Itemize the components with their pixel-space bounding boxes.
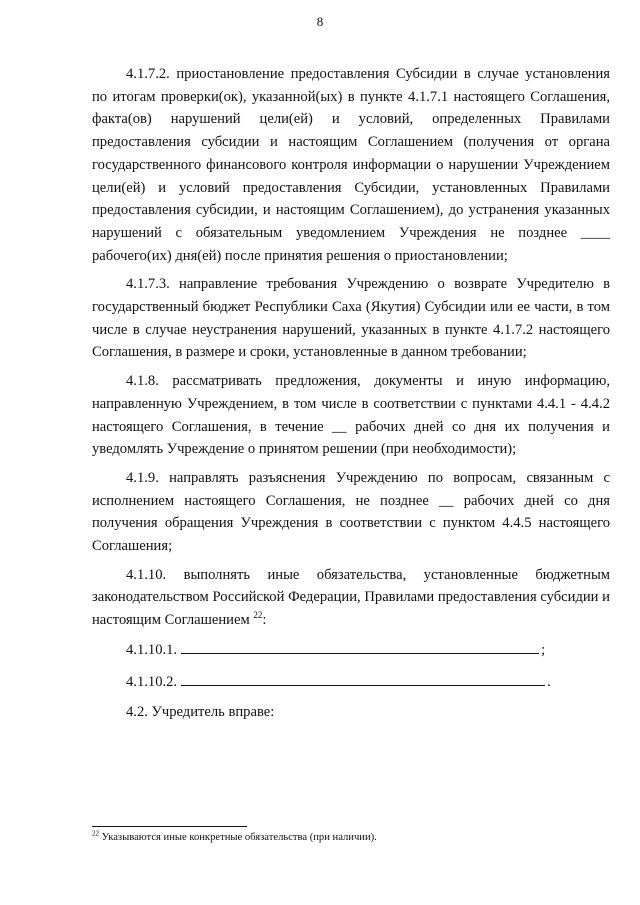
- fill-line-4-1-10-2: [92, 670, 610, 694]
- paragraph-4-1-7-3: 4.1.7.3. направление требования Учреждению о возврате Учредителю в государственный бюджет Республики Саха (Якутия) Субсидии или ее части, в том числе в случае неустранения нарушений, указанных в пункте 4.1.7.2 настоящего Соглашения, в размере и сроки, установленные в данном требовании;: [92, 276, 610, 361]
- paragraph-4-1-9: 4.1.9. направлять разъяснения Учреждению по вопросам, связанным с исполнением настоящего Соглашения, не позднее __ рабочих дней со дня получения обращения Учреждения в соответствии с пунктом 4.4.5 настоящего Соглашения;: [92, 469, 610, 555]
- paragraph-4-1-7-2: 4.1.7.2. приостановление предоставления Субсидии в случае установления по итогам проверки(ок), указанной(ых) в пункте 4.1.7.1 настоящего Соглашения, факта(ов) нарушений цели(ей) и условий, определенных Правилами предоставления субсидии и настоящим Соглашением (получения от органа государственного финансового контроля информации о нарушении Учреждением цели(ей) и условий предоставления Субсидии, установленных Правилами предоставления субсидии, и настоящим Соглашением), до устранения указанных нарушений с обязательным уведомлением Учреждения не позднее ____ рабочего(их) дня(ей) после принятия решения о приостановлении;: [92, 66, 610, 264]
- fill-line-label: 4.1.10.1.: [126, 641, 178, 658]
- fill-line-end: .: [547, 673, 551, 690]
- document-body: [92, 63, 610, 724]
- footnote-reference: 22: [253, 610, 263, 621]
- page-number: 8: [316, 14, 324, 29]
- paragraph-4-1-10-text: 4.1.10. выполнять иные обязательства, установленные бюджетным законодательством Российской Федерации, Правилами предоставления субсидии и настоящим Соглашением: [92, 566, 610, 629]
- paragraph-4-1-10: [92, 564, 610, 632]
- paragraph-4-1-10-colon: :: [262, 612, 267, 629]
- footnote: [92, 831, 610, 844]
- paragraph-4-1-8: 4.1.8. рассматривать предложения, документы и иную информацию, направленную Учреждением, в том числе в соответствии с пунктами 4.4.1 - 4.4.2 настоящего Соглашения, в течение __ рабочих дней со дня их получения и уведомлять Учреждение о принятом решении (при необходимости);: [92, 373, 610, 458]
- footnote-text: Указываются иные конкретные обязательства (при наличии).: [101, 832, 377, 843]
- fill-line-4-1-10-1: [92, 638, 610, 662]
- blank-underline: [181, 638, 539, 654]
- fill-line-end: ;: [541, 641, 546, 658]
- fill-line-label: 4.1.10.2.: [126, 673, 178, 690]
- blank-underline: [181, 670, 545, 686]
- section-4-2-heading: 4.2. Учредитель вправе:: [126, 704, 275, 721]
- footnote-divider: [92, 826, 247, 827]
- footnote-number: 22: [92, 829, 99, 838]
